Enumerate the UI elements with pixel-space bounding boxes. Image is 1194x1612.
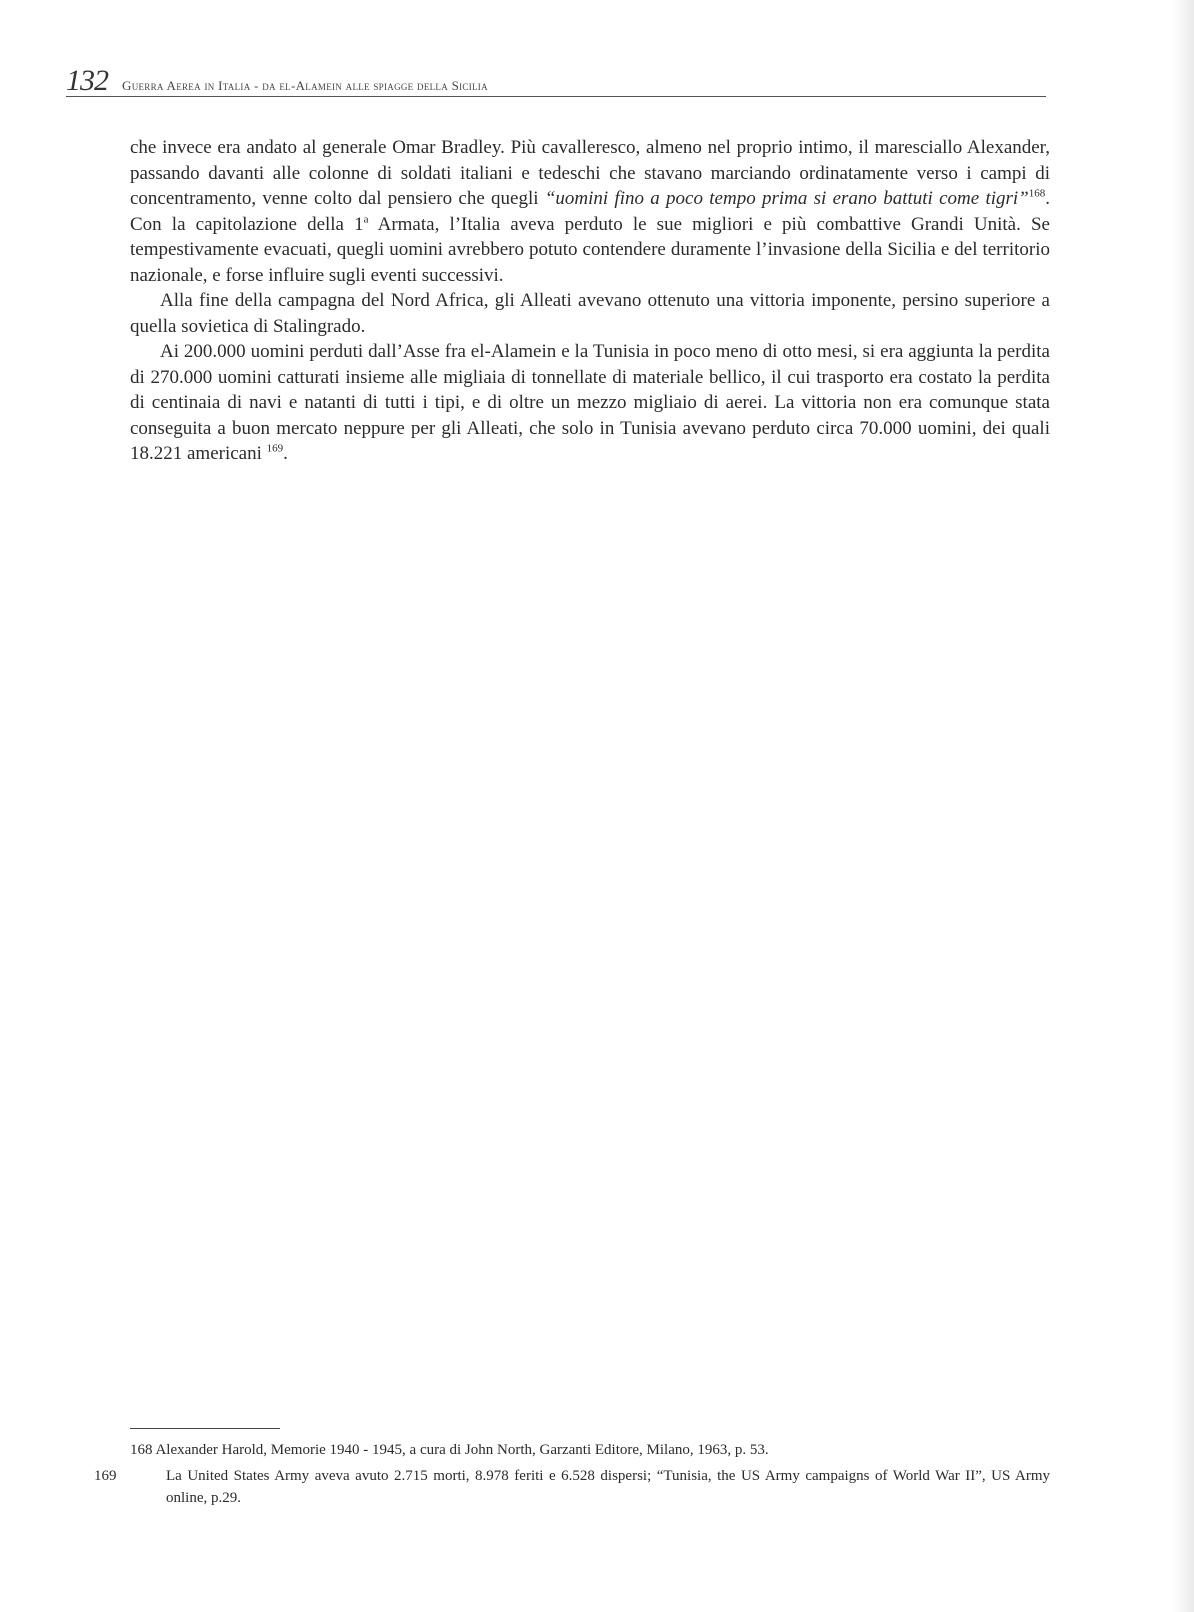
body-text (130, 135, 1050, 467)
alexander-quote: “uomini fino a poco tempo prima si erano battuti come tigri” (544, 188, 1029, 209)
footnote-number: 169 (94, 1468, 117, 1484)
footnote-169 (94, 1465, 1050, 1509)
footnote-ref-168: 168 (1028, 187, 1046, 200)
paragraph-1-text-a: che invece era andato al generale Omar Bradley. Più cavalleresco, almeno nel proprio intimo, il maresciallo Alexander, passando davanti alle colonne di soldati italiani e tedeschi che stavano marciando ordinatamente verso i campi di concentramento, venne colto dal pensiero che quegli (130, 137, 1050, 209)
running-head (66, 60, 1046, 97)
footnote-divider (130, 1428, 280, 1429)
paragraph-1-text-b: . Con la capitolazione della 1 (130, 188, 1050, 235)
paragraph-1-text-c: Armata, l’Italia aveva perduto le sue migliori e più combattive Grandi Unità. Se tempestivamente evacuati, quegli uomini avrebbero potuto contendere duramente l’invasione della Sicilia e del territorio nazionale, e forse influire sugli eventi successivi. (130, 213, 1050, 286)
page-edge-shadow (1172, 0, 1194, 1612)
paragraph-2: Alla fine della campagna del Nord Africa, gli Alleati avevano ottenuto una vittoria imponente, persino superiore a quella sovietica di Stalingrado. (130, 290, 1050, 337)
footnote-text: Alexander Harold, Memorie 1940 - 1945, a cura di John North, Garzanti Editore, Milano, 1963, p. 53. (155, 1442, 769, 1458)
running-head-title: Guerra Aerea in Italia - da el-Alamein alle spiagge della Sicilia (122, 78, 488, 93)
footnote-ref-169: 169 (266, 442, 284, 455)
footnote-168 (130, 1439, 1050, 1461)
footnote-text: La United States Army aveva avuto 2.715 morti, 8.978 feriti e 6.528 dispersi; “Tunisia, the US Army campaigns of World War II”, US Army online, p.29. (166, 1468, 1050, 1506)
footnotes (94, 1428, 1050, 1513)
paragraph-3-text-b: . (283, 443, 288, 464)
page-number: 132 (66, 64, 108, 97)
paragraph-3-text-a: Ai 200.000 uomini perduti dall’Asse fra el-Alamein e la Tunisia in poco meno di otto mesi, si era aggiunta la perdita di 270.000 uomini catturati insieme alle migliaia di tonnellate di materiale bellico, il cui trasporto era costato la perdita di centinaia di navi e natanti di tutti i tipi, e di oltre un mezzo migliaio di aerei. La vittoria non era comunque stata conseguita a buon mercato neppure per gli Alleati, che solo in Tunisia avevano perduto circa 70.000 uomini, dei quali 18.221 americani (130, 341, 1050, 464)
paragraph-3 (130, 339, 1050, 467)
footnote-number: 168 (130, 1442, 153, 1458)
paragraph-1 (130, 135, 1050, 288)
ordinal-superscript: a (363, 213, 369, 226)
